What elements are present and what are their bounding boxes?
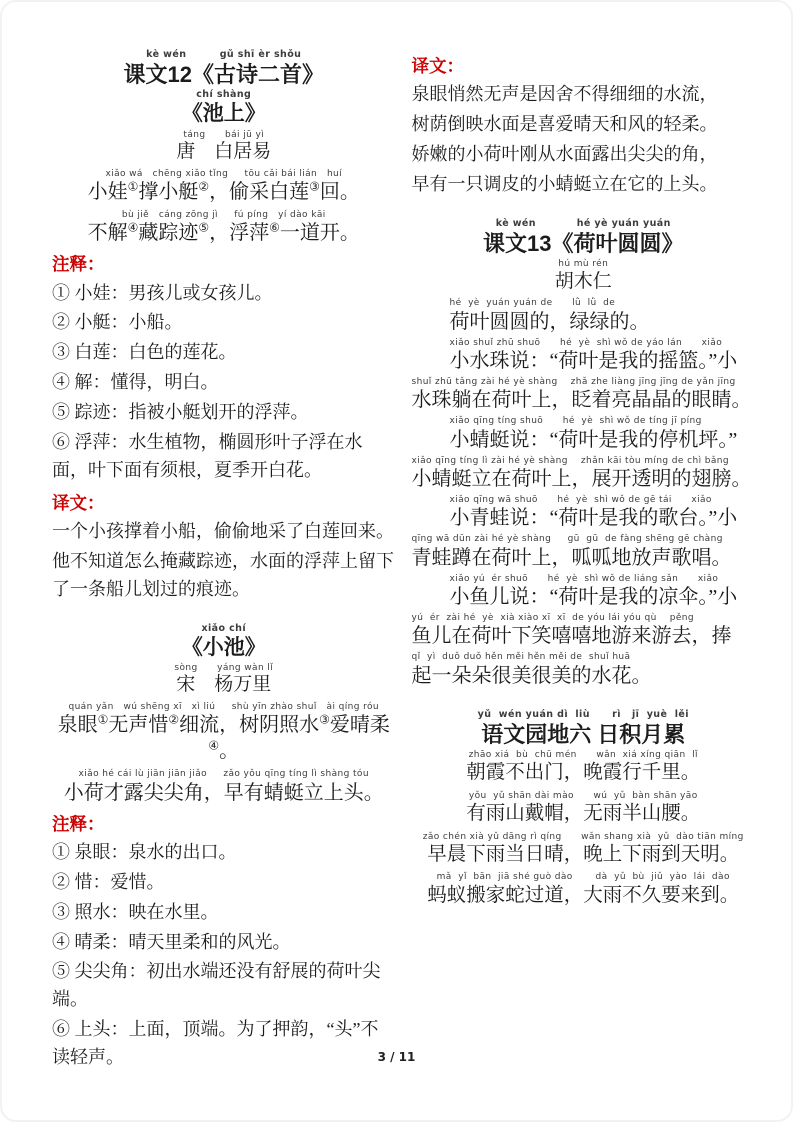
pinyin-line: xiǎo chí: [201, 622, 246, 634]
text-line: [412, 574, 756, 610]
hanzi-line: ① 泉眼：泉水的出口。: [52, 841, 237, 862]
pinyin-line: quán yǎn wú shēng xī xì liú shù yīn zhào shuǐ ài qíng róu: [68, 701, 380, 712]
text-line: [52, 929, 396, 957]
hanzi-line: 一个小孩撑着小船，偷偷地采了白莲回来。: [52, 521, 394, 542]
pinyin-line: yǔ wén yuán dì liù rì jī yuè lěi: [477, 708, 689, 720]
hanzi-line: 泉眼悄然无声是因舍不得细细的水流，: [411, 84, 718, 105]
hanzi-line: 蚂蚁搬家蛇过道，大雨不久要来到。: [427, 884, 740, 906]
pinyin-line: yǒu yǔ shān dài mào wú yǔ bàn shān yāo: [468, 790, 698, 801]
pinyin-line: xiǎo wá chēng xiǎo tǐng tōu cǎi bái lián huí: [105, 168, 343, 179]
section-label: [52, 490, 396, 516]
hanzi-line: ⑥ 浮萍：水生植物，椭圆形叶子浮在水面，叶下面有须根，夏季开白花。: [52, 432, 363, 480]
pinyin-line: hé yè yuán yuán de lǜ lǜ de: [449, 298, 616, 309]
text-line: [412, 534, 756, 570]
pinyin-line: xiǎo qīng wā shuō hé yè shì wǒ de gē tái xiǎo: [449, 494, 712, 505]
text-line: [52, 769, 396, 805]
page-number: 3 / 11: [377, 1050, 416, 1064]
hanzi-line: 宋 杨万里: [176, 674, 272, 696]
hanzi-line: 注释：: [52, 254, 105, 275]
hanzi-line: 唐 白居易: [176, 140, 272, 162]
pinyin-line: mǎ yǐ bān jiā shé guò dào dà yǔ bù jiǔ yào lái dào: [436, 872, 730, 883]
text-line: [412, 219, 756, 257]
text-line: [412, 456, 756, 492]
text-line: [412, 495, 756, 531]
text-line: [52, 280, 396, 308]
text-line: [52, 429, 396, 485]
hanzi-line: ④ 解：懂得，明白。: [52, 372, 219, 393]
pinyin-line: hú mù rén: [558, 259, 609, 270]
text-line: [412, 171, 756, 199]
hanzi-line: 泉眼①无声惜②细流，树阴照水③爱晴柔④。: [57, 712, 390, 763]
pinyin-line: bù jiě cáng zōng jì fú píng yí dào kāi: [121, 209, 326, 220]
text-line: [52, 958, 396, 1014]
hanzi-line: 小鱼儿说：“荷叶是我的凉伞。”小: [449, 586, 738, 609]
text-line: [52, 899, 396, 927]
hanzi-line: 荷叶圆圆的，绿绿的。: [449, 310, 650, 333]
text-line: [412, 791, 756, 827]
pinyin-line: xiǎo hé cái lù jiān jiān jiǎo zǎo yǒu qīng tíng lì shàng tóu: [78, 769, 369, 780]
pinyin-line: chí shàng: [196, 89, 252, 101]
hanzi-line: ⑤ 踪迹：指被小艇划开的浮萍。: [52, 402, 309, 423]
pinyin-line: xiǎo qīng tíng lì zài hé yè shàng zhǎn kāi tòu míng de chì bǎng: [411, 455, 729, 466]
pinyin-line: zhāo xiá bù chū mén wǎn xiá xíng qiān lǐ: [468, 750, 698, 761]
hanzi-line: 朝霞不出门，晚霞行千里。: [466, 762, 701, 784]
hanzi-line: 青蛙蹲在荷叶上，呱呱地放声歌唱。: [411, 546, 732, 569]
hanzi-line: ④ 晴柔：晴天里柔和的风光。: [52, 931, 291, 952]
text-line: [52, 210, 396, 246]
text-line: [52, 869, 396, 897]
two-column-layout: [2, 2, 791, 1074]
spacer: [412, 692, 756, 708]
hanzi-line: 译文：: [52, 492, 105, 513]
pinyin-line: yú ér zài hé yè xià xiào xī xī de yóu lái yóu qù pěng: [411, 613, 694, 624]
hanzi-line: 娇嫩的小荷叶刚从水面露出尖尖的角，: [411, 144, 718, 165]
text-line: [52, 50, 396, 88]
pinyin-line: kè wén gǔ shī èr shǒu: [146, 49, 302, 60]
spacer: [412, 201, 756, 217]
left-column: [52, 48, 396, 1074]
hanzi-line: 起一朵朵很美很美的水花。: [411, 664, 652, 687]
hanzi-line: 树荫倒映水面是喜爱晴天和风的轻柔。: [411, 114, 718, 135]
text-line: [412, 750, 756, 786]
pinyin-line: sòng yáng wàn lǐ: [174, 662, 274, 673]
text-line: [412, 832, 756, 868]
pinyin-line: shuǐ zhū tǎng zài hé yè shàng zhǎ zhe liàng jīng jīng de yǎn jīng: [411, 376, 736, 387]
text-line: [412, 377, 756, 413]
hanzi-line: 《小池》: [181, 635, 266, 659]
hanzi-line: 早晨下雨当日晴，晚上下雨到天明。: [427, 843, 740, 865]
text-line: [52, 702, 396, 764]
hanzi-line: ① 小娃：男孩儿或女孩儿。: [52, 282, 273, 303]
hanzi-line: 不解④藏踪迹⑤，浮萍⑥一道开。: [87, 220, 360, 245]
pinyin-line: xiǎo shuǐ zhū shuō hé yè shì wǒ de yáo lán xiǎo: [449, 337, 723, 348]
text-line: [52, 663, 396, 698]
section-label: [52, 251, 396, 277]
text-line: [412, 141, 756, 169]
hanzi-line: 语文园地六 日积月累: [481, 721, 686, 747]
hanzi-line: 他不知道怎么掩藏踪迹，水面的浮萍上留下了一条船儿划过的痕迹。: [52, 550, 394, 599]
text-line: [52, 548, 396, 604]
pinyin-line: zǎo chén xià yǔ dāng rì qíng wǎn shang xià yǔ dào tiān míng: [422, 831, 744, 842]
hanzi-line: 课文12《古诗二首》: [123, 61, 324, 87]
hanzi-line: ② 惜：爱惜。: [52, 871, 165, 892]
hanzi-line: 早有一只调皮的小蜻蜓立在它的上头。: [411, 173, 718, 194]
pinyin-line: qǐ yì duǒ duǒ hěn měi hěn měi de shuǐ huā: [411, 652, 631, 663]
hanzi-line: ③ 白莲：白色的莲花。: [52, 342, 237, 363]
text-line: [52, 369, 396, 397]
text-line: [52, 309, 396, 337]
text-line: [52, 90, 396, 127]
text-line: [412, 338, 756, 374]
text-line: [52, 339, 396, 367]
pinyin-line: qīng wā dūn zài hé yè shàng gū gū de fàng shēng gē chàng: [411, 534, 723, 545]
pinyin-line: táng bái jū yì: [183, 129, 265, 140]
hanzi-line: ⑥ 上头：上面，顶端。为了押韵，“头”不读轻声。: [52, 1019, 379, 1068]
hanzi-line: ③ 照水：映在水里。: [52, 901, 219, 922]
text-line: [412, 872, 756, 908]
text-line: [412, 613, 756, 649]
section-label: [52, 811, 396, 837]
hanzi-line: 小娃①撑小艇②，偷采白莲③回。: [87, 179, 360, 203]
text-line: [412, 111, 756, 139]
hanzi-line: 有雨山戴帽，无雨半山腰。: [466, 803, 701, 825]
text-line: [412, 416, 756, 452]
text-line: [52, 624, 396, 661]
hanzi-line: 译文：: [411, 56, 464, 76]
text-line: [412, 259, 756, 294]
hanzi-line: ⑤ 尖尖角：初出水端还没有舒展的荷叶尖端。: [52, 961, 381, 1010]
hanzi-line: 小蜻蜓说：“荷叶是我的停机坪。”: [449, 428, 738, 451]
text-line: [52, 839, 396, 867]
hanzi-line: 水珠躺在荷叶上，眨着亮晶晶的眼睛。: [411, 389, 752, 412]
hanzi-line: 《池上》: [181, 102, 266, 126]
hanzi-line: 小荷才露尖尖角，早有蜻蜓立上头。: [63, 781, 384, 804]
text-line: [52, 399, 396, 427]
hanzi-line: 鱼儿在荷叶下笑嘻嘻地游来游去，捧: [411, 625, 732, 648]
hanzi-line: 小青蛙说：“荷叶是我的歌台。”小: [449, 507, 738, 530]
text-line: [412, 298, 756, 334]
text-line: [412, 710, 756, 748]
right-column: [412, 48, 756, 913]
text-line: [52, 169, 396, 205]
hanzi-line: 小水珠说：“荷叶是我的摇篮。”小: [449, 349, 738, 372]
hanzi-line: ② 小艇：小船。: [52, 312, 183, 333]
hanzi-line: 注释：: [52, 813, 105, 834]
hanzi-line: 课文13《荷叶圆圆》: [483, 230, 684, 256]
text-line: [412, 652, 756, 688]
spacer: [52, 606, 396, 622]
hanzi-line: 胡木仁: [554, 270, 612, 292]
text-line: [52, 518, 396, 546]
pinyin-line: xiǎo qīng tíng shuō hé yè shì wǒ de tíng jī píng: [449, 416, 702, 427]
pinyin-line: xiǎo yú ér shuō hé yè shì wǒ de liáng sǎn xiǎo: [449, 573, 719, 584]
text-line: [412, 81, 756, 109]
pinyin-line: kè wén hé yè yuán yuán: [495, 217, 671, 229]
hanzi-line: 小蜻蜓立在荷叶上，展开透明的翅膀。: [411, 467, 752, 490]
section-label: [412, 53, 756, 79]
text-line: [52, 130, 396, 165]
